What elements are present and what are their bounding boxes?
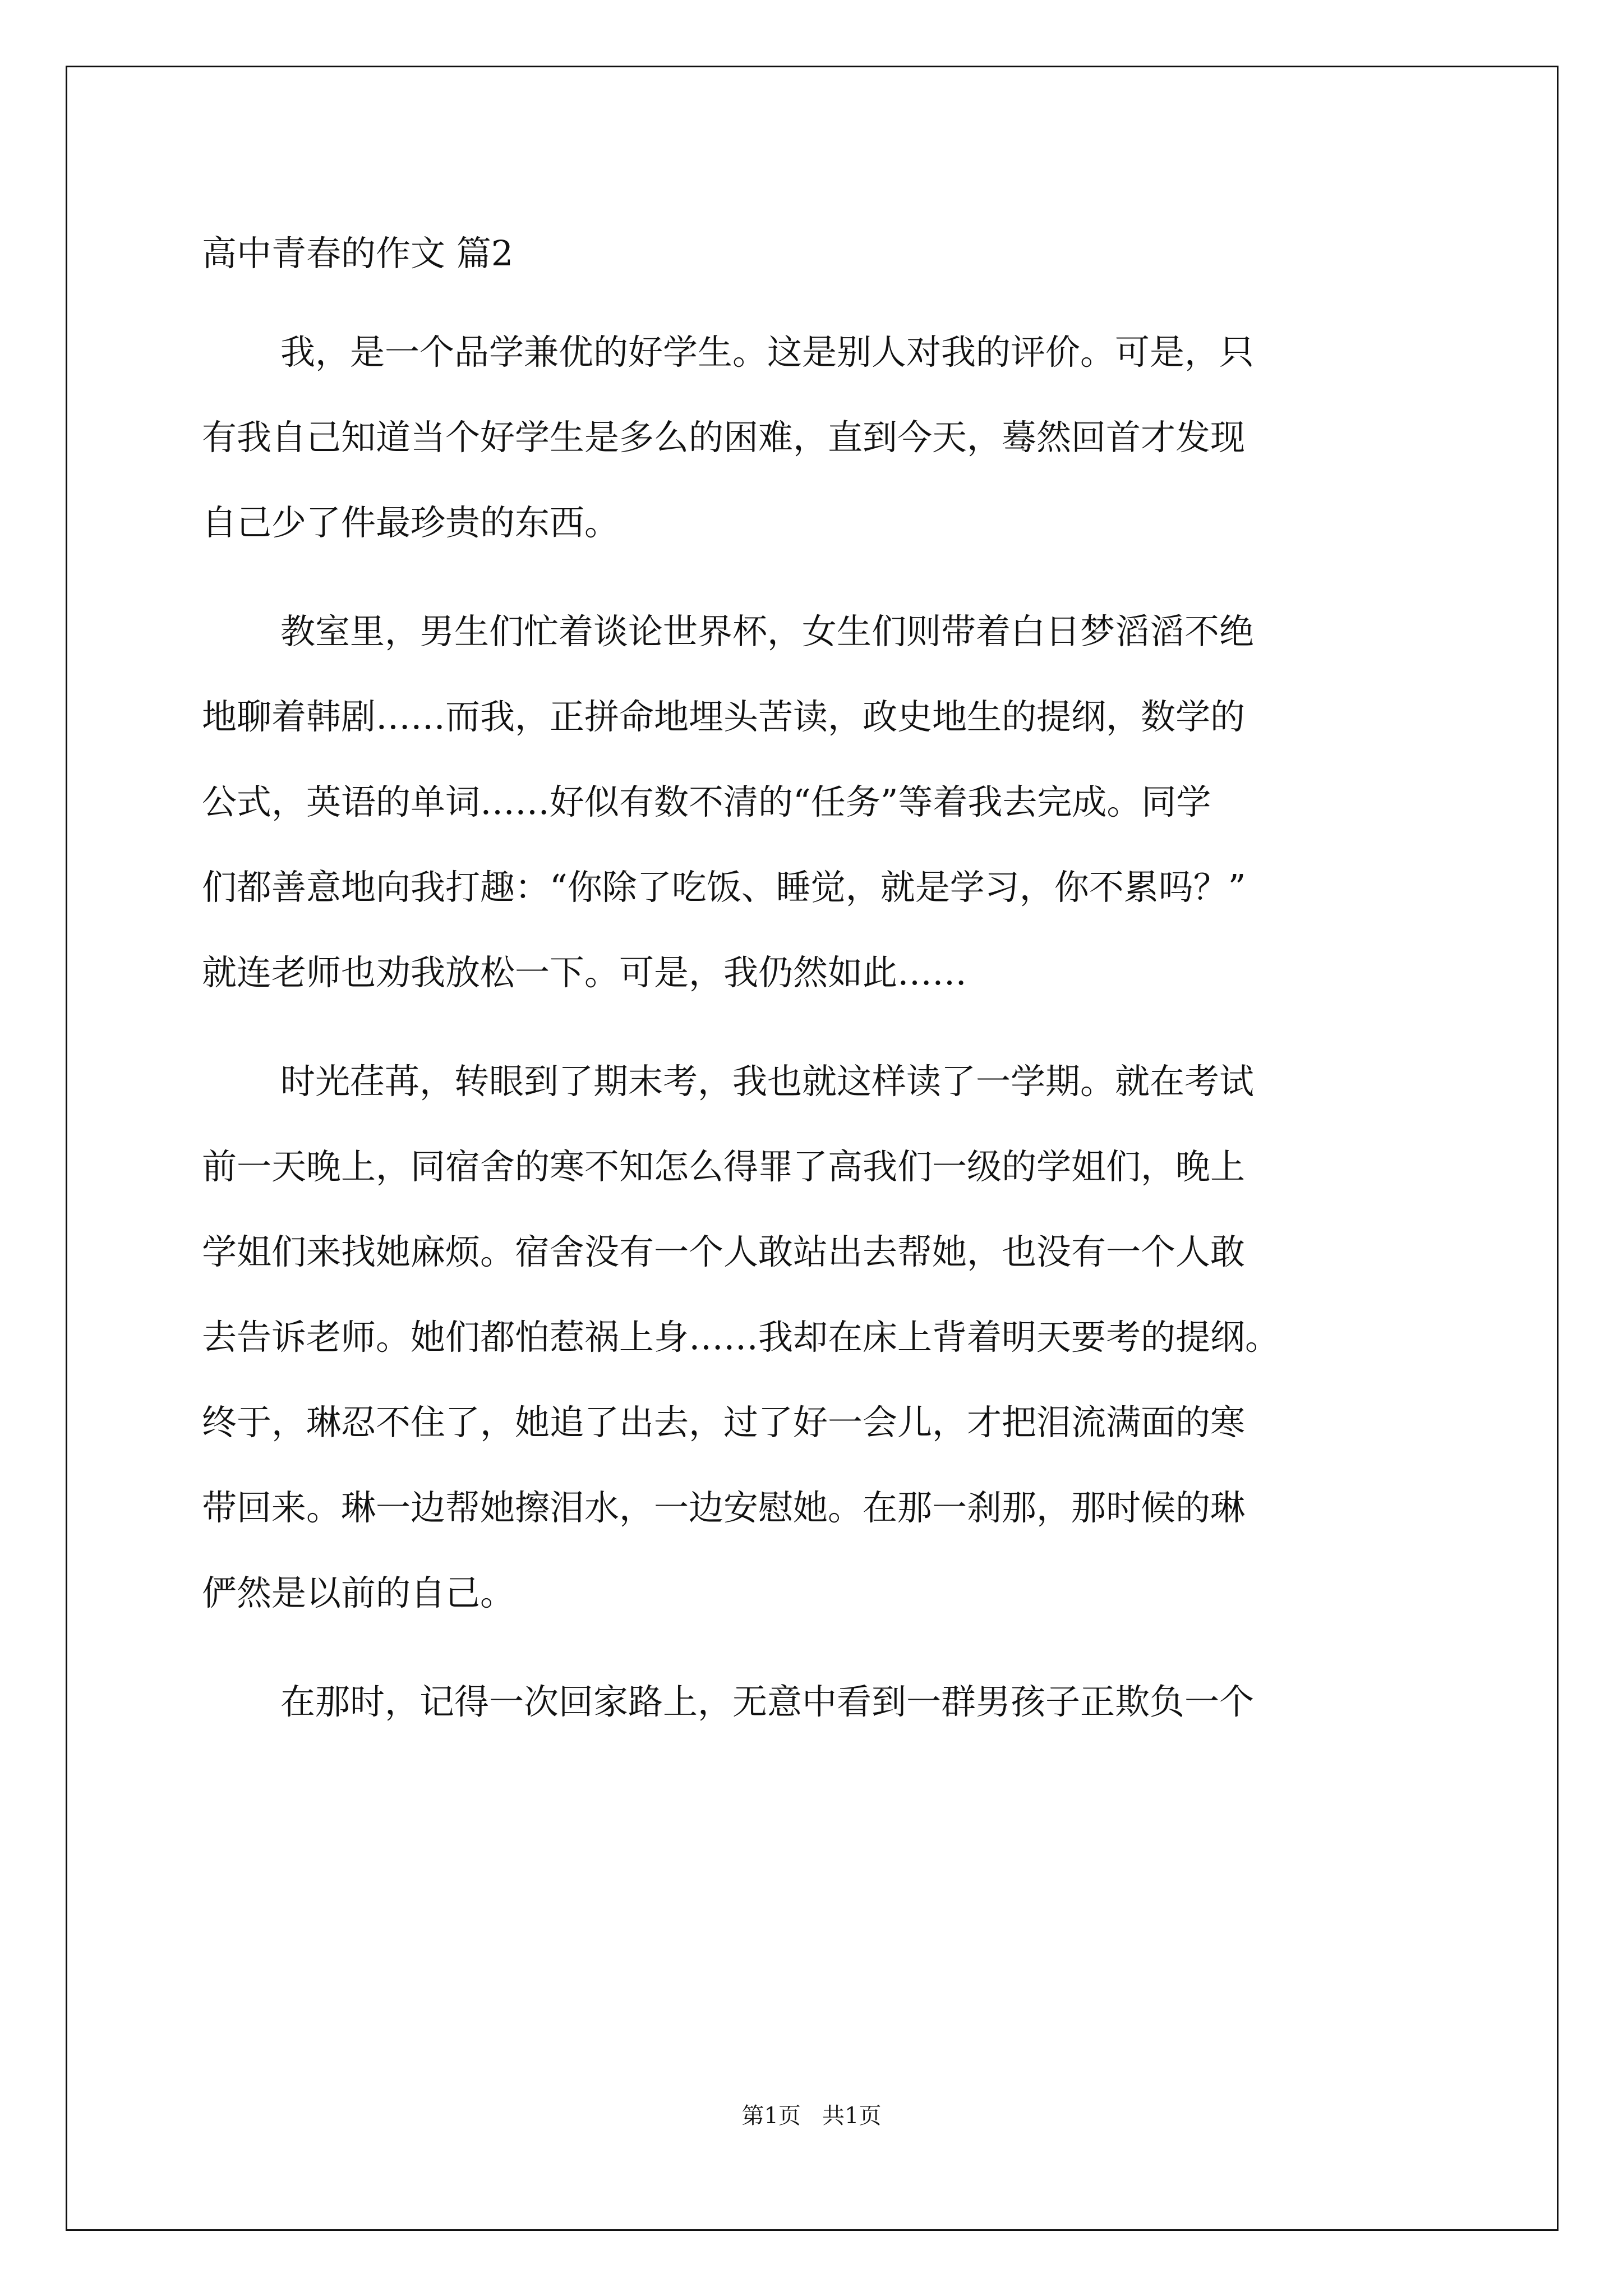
paragraph-4 <box>202 1659 1436 1745</box>
text-line: 公式，英语的单词……好似有数不清的“任务”等着我去完成。同学 <box>202 781 1211 822</box>
text-line: 俨然是以前的自己。 <box>202 1572 515 1613</box>
paragraph-3 <box>202 1039 1436 1636</box>
document-title: 高中青春的作文 篇2 <box>202 233 514 274</box>
text-line: 我，是一个品学兼优的好学生。这是别人对我的评价。可是，只 <box>280 332 1255 372</box>
document-body <box>202 224 1436 1768</box>
text-line: 去告诉老师。她们都怕惹祸上身……我却在床上背着明天要考的提纲。 <box>202 1317 1280 1358</box>
text-line: 教室里，男生们忙着谈论世界杯，女生们则带着白日梦滔滔不绝 <box>280 611 1255 652</box>
paragraph-1 <box>202 310 1436 565</box>
text-line: 有我自己知道当个好学生是多么的困难，直到今天，蓦然回首才发现 <box>202 417 1246 458</box>
text-line: 时光荏苒，转眼到了期末考，我也就这样读了一学期。就在考试 <box>280 1061 1255 1102</box>
text-line: 前一天晚上，同宿舍的寒不知怎么得罪了高我们一级的学姐们，晚上 <box>202 1146 1246 1187</box>
page-footer: 第1页 共1页 <box>741 2103 882 2129</box>
text-line: 学姐们来找她麻烦。宿舍没有一个人敢站出去帮她，也没有一个人敢 <box>202 1231 1246 1272</box>
text-line: 带回来。琳一边帮她擦泪水，一边安慰她。在那一刹那，那时候的琳 <box>202 1487 1246 1528</box>
text-line: 们都善意地向我打趣：“你除了吃饭、睡觉，就是学习，你不累吗？” <box>202 867 1246 908</box>
text-line: 地聊着韩剧……而我，正拼命地埋头苦读，政史地生的提纲，数学的 <box>202 696 1246 737</box>
paragraph-2 <box>202 589 1436 1015</box>
text-line: 就连老师也劝我放松一下。可是，我仍然如此…… <box>202 952 967 993</box>
text-line: 在那时，记得一次回家路上，无意中看到一群男孩子正欺负一个 <box>280 1681 1255 1722</box>
text-line: 终于，琳忍不住了，她追了出去，过了好一会儿，才把泪流满面的寒 <box>202 1402 1246 1443</box>
text-line: 自己少了件最珍贵的东西。 <box>202 502 620 543</box>
